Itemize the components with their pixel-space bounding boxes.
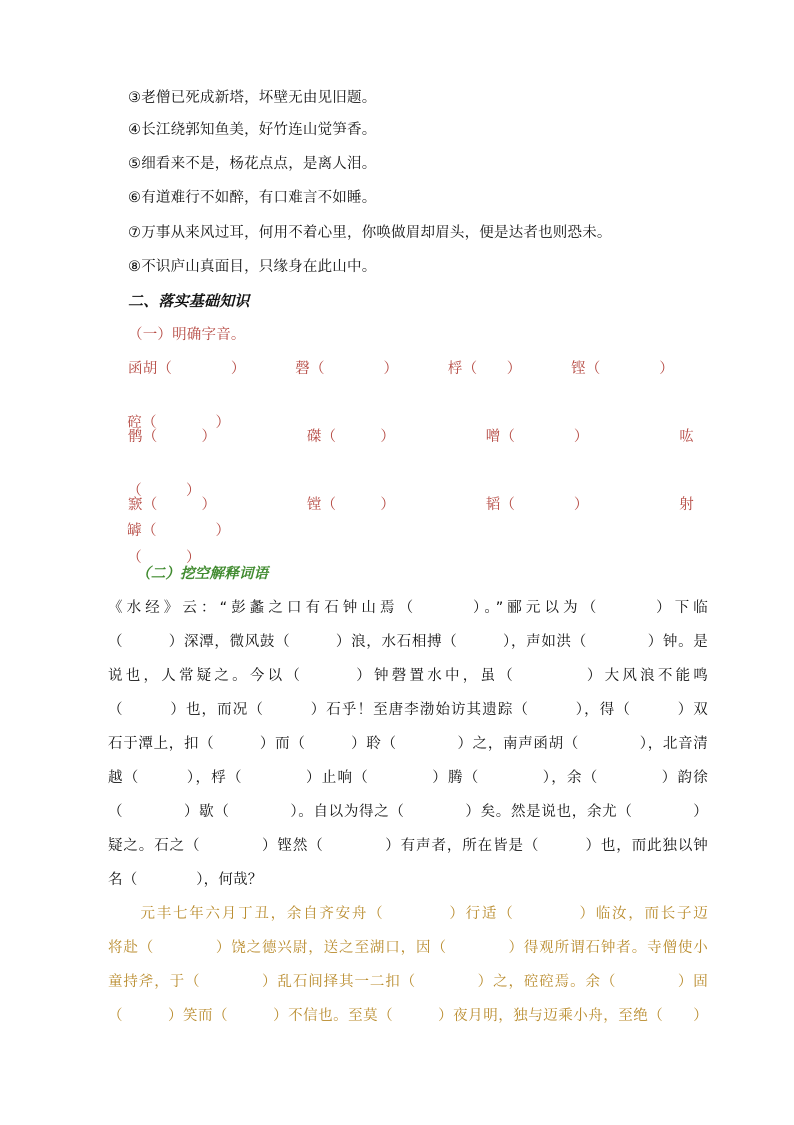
pronunciation-item: 罅（ ） [127,523,231,539]
passage-line: 越（ ），桴（ ）止响（ ）腾（ ），余（ ）韵徐 [108,770,708,786]
pronunciation-item: （ ） [127,483,201,499]
subsection-vocabulary-heading: （二）挖空解释词语 [136,566,269,582]
passage-line: 《水经》云：“彭蠡之口有石钟山焉（ ）。”郦元以为（ ）下临 [108,600,708,616]
poem-line-5: ⑤细看来不是，杨花点点，是离人泪。 [128,156,377,172]
passage-line: （ ）笑而（ ）不信也。至莫（ ）夜月明，独与迈乘小舟，至绝（ ） [108,1008,708,1024]
passage-line: 名（ ），何哉？ [108,872,263,888]
pronunciation-item: 铿（ ） [571,361,674,377]
pronunciation-item: 函胡（ ） [128,361,246,377]
section-heading: 二、落实基础知识 [128,292,250,310]
pronunciation-row [128,495,694,515]
passage-line: 疑之。石之（ ）铿然（ ）有声者，所在皆是（ ）也，而此独以钟 [108,838,708,854]
passage-line: （ ）也，而况（ ）石乎！至唐李渤始访其遗踪（ ），得（ ）双 [108,702,708,718]
pronunciation-item: 桴（ ） [447,361,522,377]
passage-line: （ ）歇（ ）。自以为得之（ ）矣。然是说也，余尤（ ） [108,804,708,820]
pronunciation-item: （ ） [127,550,201,566]
pronunciation-item: 吰 [679,429,694,445]
poem-line-6: ⑥有道难行不如醉，有口难言不如睡。 [128,190,377,206]
passage-line: 说也，人常疑之。今以（ ）钟磬置水中，虽（ ）大风浪不能鸣 [108,668,708,684]
pronunciation-item: 磬（ ） [295,361,399,377]
pronunciation-item: 韬（ ） [485,497,589,513]
poem-line-3: ③老僧已死成新塔，坏壁无由见旧题。 [128,90,377,106]
subsection-pronunciation-heading: （一）明确字音。 [128,327,246,343]
passage-line: 石于潭上，扣（ ）而（ ）聆（ ）之，南声函胡（ ），北音清 [108,736,708,752]
pronunciation-item: 鹘（ ） [128,429,217,445]
passage-line: 童持斧，于（ ）乱石间择其一二扣（ ）之，硿硿焉。余（ ）固 [108,974,708,990]
pronunciation-item: 噌（ ） [485,429,589,445]
poem-line-7: ⑦万事从来风过耳，何用不着心里，你唤做眉却眉头，便是达者也则恐未。 [128,225,612,241]
pronunciation-item: 窾（ ） [128,497,217,513]
pronunciation-item: 射 [679,497,694,513]
passage-line: 将赴（ ）饶之德兴尉，送之至湖口，因（ ）得观所谓石钟者。寺僧使小 [108,940,708,956]
pronunciation-row [128,359,674,379]
pronunciation-item: 硿（ ） [127,415,231,431]
pronunciation-row [128,427,694,447]
pronunciation-item: 磔（ ） [306,429,396,445]
poem-line-8: ⑧不识庐山真面目，只缘身在此山中。 [128,259,377,275]
passage-line: 元丰七年六月丁丑，余自齐安舟（ ）行适（ ）临汝，而长子迈 [108,906,708,922]
pronunciation-item: 镗（ ） [306,497,396,513]
passage-line: （ ）深潭，微风鼓（ ）浪，水石相搏（ ），声如洪（ ）钟。是 [108,634,708,650]
poem-line-4: ④长江绕郭知鱼美，好竹连山觉笋香。 [128,122,377,138]
